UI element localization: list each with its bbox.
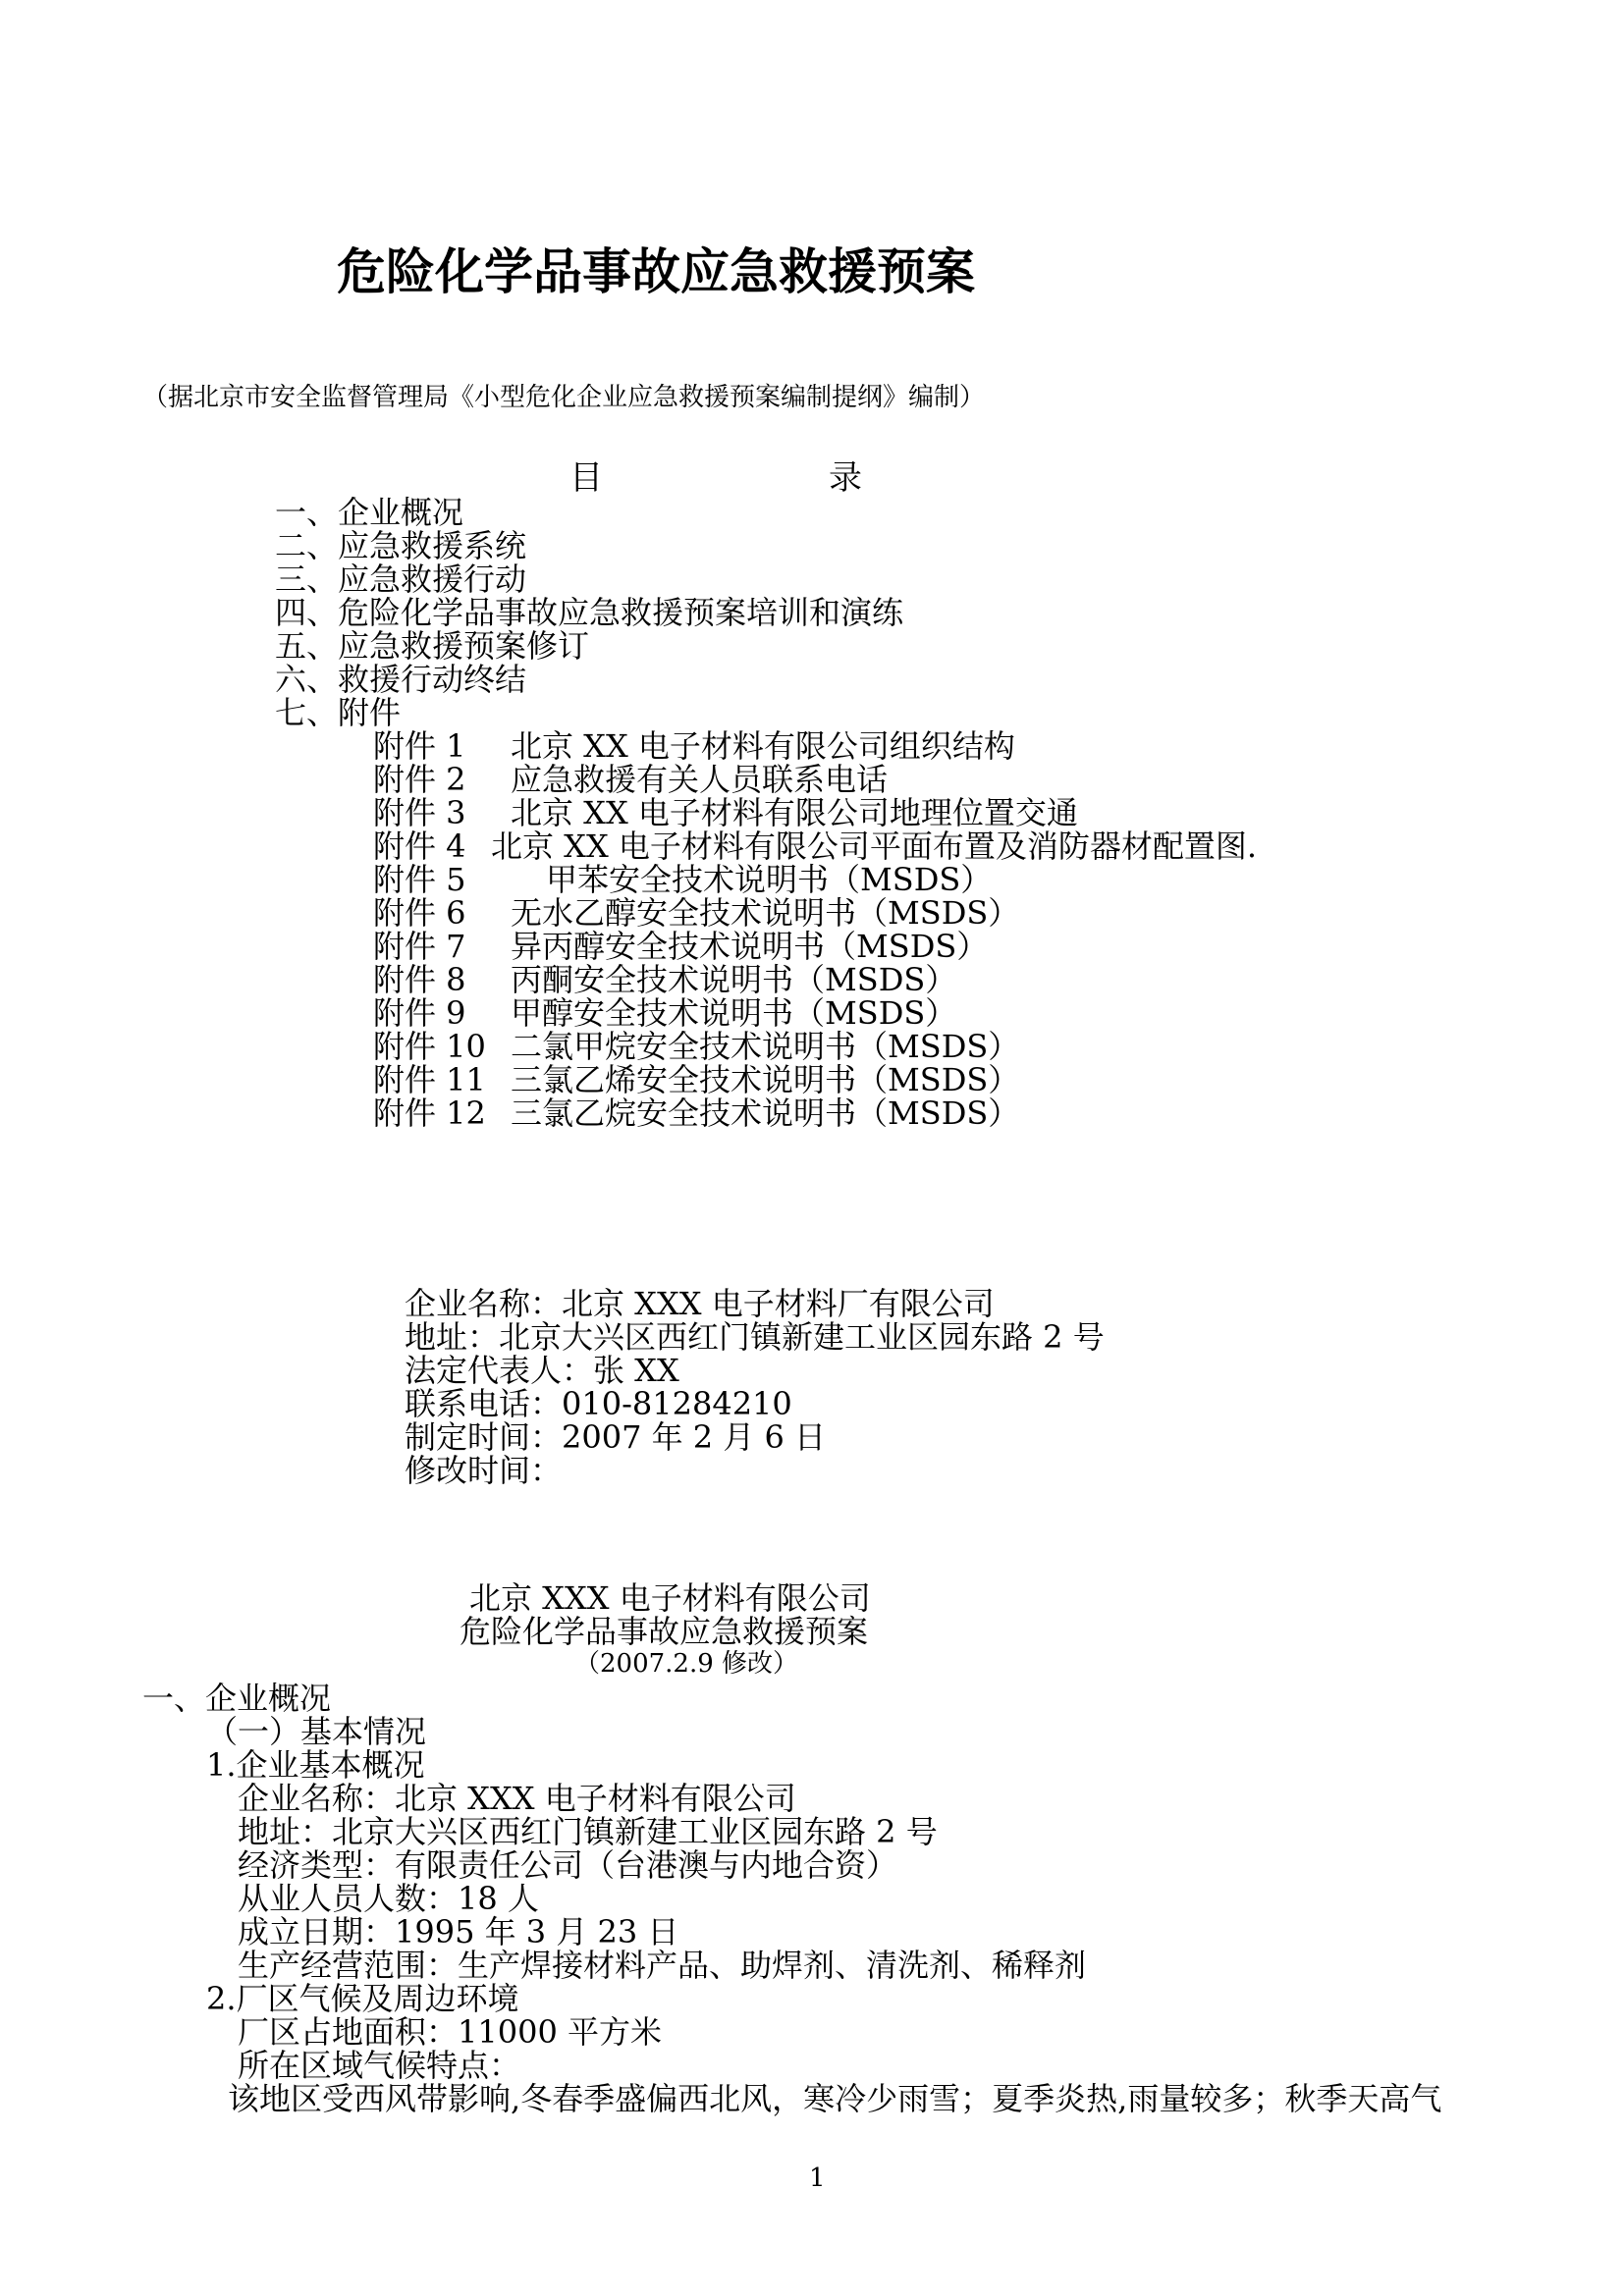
attachment-name: 北京 XX 电子材料有限公司平面布置及消防器材配置图. xyxy=(491,828,1258,865)
cover-created-date: 制定时间：2007 年 2 月 6 日 xyxy=(405,1418,827,1456)
cover-address: 地址：北京大兴区西红门镇新建工业区园东路 2 号 xyxy=(405,1318,1105,1356)
employees-line: 从业人员人数：18 人 xyxy=(238,1880,539,1917)
toc-heading-right: 录 xyxy=(829,458,862,498)
attachment-name: 丙酮安全技术说明书（MSDS） xyxy=(511,961,957,998)
attachment-number: 附件 8 xyxy=(373,961,466,998)
address-line: 地址：北京大兴区西红门镇新建工业区园东路 2 号 xyxy=(238,1813,938,1850)
toc-section: 六、救援行动终结 xyxy=(275,661,527,698)
attachment-name: 北京 XX 电子材料有限公司组织结构 xyxy=(511,727,1015,765)
attachment-number: 附件 10 xyxy=(373,1028,486,1065)
toc-heading xyxy=(569,458,862,498)
climate-text: 该地区受西风带影响,冬春季盛偏西北风，寒冷少雨雪；夏季炎热,雨量较多；秋季天高气 xyxy=(228,2080,1442,2117)
attachment-number: 附件 1 xyxy=(373,727,466,765)
doc-revision: （2007.2.9 修改） xyxy=(574,1649,799,1679)
cover-modified-date: 修改时间： xyxy=(405,1452,563,1489)
attachment-number: 附件 6 xyxy=(373,894,466,932)
doc-company: 北京 XXX 电子材料有限公司 xyxy=(469,1579,871,1617)
cover-legal-rep: 法定代表人：张 XX xyxy=(405,1352,679,1389)
climate-label: 所在区域气候特点： xyxy=(238,2047,521,2084)
page-number: 1 xyxy=(809,2163,826,2193)
attachment-name: 北京 XX 电子材料有限公司地理位置交通 xyxy=(511,794,1078,831)
document-title: 危险化学品事故应急救援预案 xyxy=(337,242,975,300)
attachment-name: 无水乙醇安全技术说明书（MSDS） xyxy=(511,894,1020,932)
subsection-heading: （一）基本情况 xyxy=(206,1713,427,1750)
attachment-number: 附件 5 xyxy=(373,861,466,898)
item-heading: 2.厂区气候及周边环境 xyxy=(206,1980,519,2017)
item-heading: 1.企业基本概况 xyxy=(206,1746,425,1784)
area-line: 厂区占地面积：11000 平方米 xyxy=(238,2013,662,2051)
company-name-line: 企业名称：北京 XXX 电子材料有限公司 xyxy=(238,1780,796,1817)
attachment-number: 附件 9 xyxy=(373,994,466,1032)
cover-phone: 联系电话：010-81284210 xyxy=(405,1385,792,1422)
attachment-number: 附件 7 xyxy=(373,928,466,965)
attachment-number: 附件 11 xyxy=(373,1061,486,1098)
toc-section: 三、应急救援行动 xyxy=(275,561,527,598)
attachment-name: 二氯甲烷安全技术说明书（MSDS） xyxy=(511,1028,1020,1065)
business-scope-line: 生产经营范围：生产焊接材料产品、助焊剂、清洗剂、稀释剂 xyxy=(238,1947,1087,1984)
attachment-number: 附件 4 xyxy=(373,828,466,865)
toc-heading-left: 目 xyxy=(569,458,603,498)
cover-company-name: 企业名称：北京 XXX 电子材料厂有限公司 xyxy=(405,1285,995,1322)
attachment-name: 三氯乙烯安全技术说明书（MSDS） xyxy=(511,1061,1020,1098)
toc-section: 二、应急救援系统 xyxy=(275,527,527,564)
attachment-name: 甲苯安全技术说明书（MSDS） xyxy=(546,861,993,898)
attachment-number: 附件 12 xyxy=(373,1095,486,1132)
doc-plan-title: 危险化学品事故应急救援预案 xyxy=(460,1613,869,1650)
founded-line: 成立日期：1995 年 3 月 23 日 xyxy=(238,1913,679,1950)
attachment-name: 三氯乙烷安全技术说明书（MSDS） xyxy=(511,1095,1020,1132)
attachment-number: 附件 3 xyxy=(373,794,466,831)
toc-section: 一、企业概况 xyxy=(275,494,464,531)
toc-section: 五、应急救援预案修订 xyxy=(275,627,590,665)
attachment-name: 甲醇安全技术说明书（MSDS） xyxy=(511,994,957,1032)
attachment-number: 附件 2 xyxy=(373,761,466,798)
toc-section: 七、附件 xyxy=(275,694,402,731)
toc-section: 四、危险化学品事故应急救援预案培训和演练 xyxy=(275,594,904,631)
attachment-name: 异丙醇安全技术说明书（MSDS） xyxy=(511,928,989,965)
basis-note: （据北京市安全监督管理局《小型危化企业应急救援预案编制提纲》编制） xyxy=(142,383,986,412)
section-heading: 一、企业概况 xyxy=(142,1680,332,1717)
attachment-name: 应急救援有关人员联系电话 xyxy=(511,761,889,798)
economic-type-line: 经济类型：有限责任公司（台港澳与内地合资） xyxy=(238,1846,898,1884)
